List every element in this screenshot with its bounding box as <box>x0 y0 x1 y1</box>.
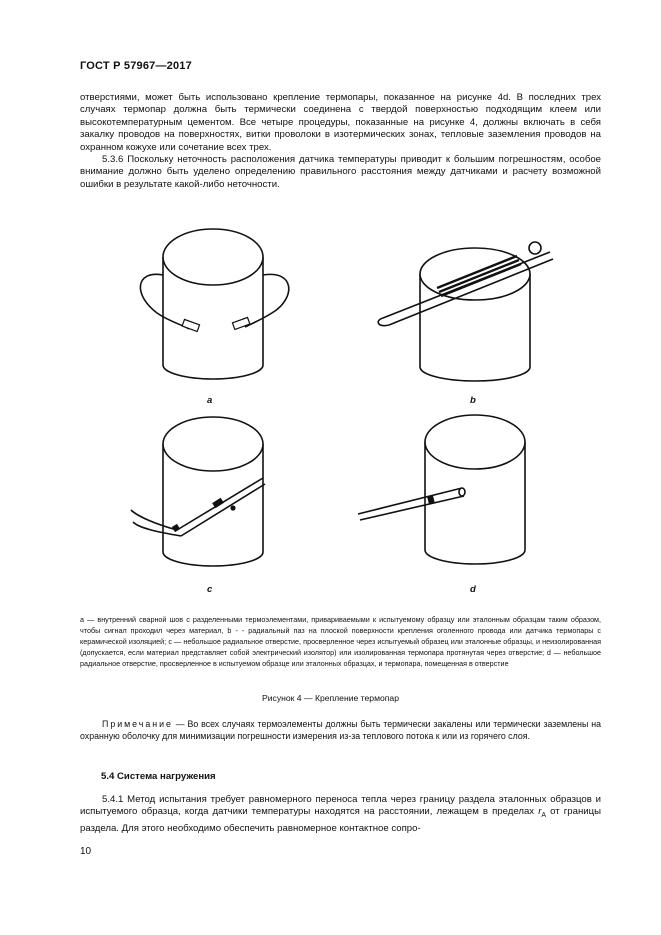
note-block <box>80 718 601 742</box>
figure-b-drawing <box>375 232 570 392</box>
note-text: — Во всех случаях термоэлементы должны быть термически закалены или термически заземлены на охранную оболочку для минимизации погрешности измерения из-за теплового потока к или из горячего слоя. <box>80 719 601 741</box>
section-paragraph <box>80 794 601 835</box>
page-number: 10 <box>80 846 92 857</box>
figure-label-c: c <box>207 584 213 595</box>
radius-subscript: A <box>541 812 547 820</box>
figure-label-a: a <box>207 395 213 406</box>
figure-label-d: d <box>470 584 476 595</box>
figure-d-drawing <box>350 412 550 580</box>
paragraph-continued: отверстиями, может быть использовано крепление термопары, показанное на рисунке 4d. В последних трех случаях термопар должна быть термически соединена с твердой поверхностью подходящим клеем или высокотемпературным цементом. Все четыре процедуры, показанные на рисунке 4, должны включать в себя закалку проводов на поверхностях, витки проволоки в изотермических зонах, тепловые заземления проводов на охранном кожухе или сочетание всех трех. <box>80 92 601 153</box>
top-text-block <box>80 92 601 191</box>
section-text-start: 5.4.1 Метод испытания требует равномерного переноса тепла через границу раздела эталонных образцов и испытуемого образца, когда датчики температуры находятся на расстоянии, лежащем в пределах <box>80 794 601 818</box>
radius-symbol: r <box>538 806 542 818</box>
document-header: ГОСТ Р 57967—2017 <box>80 60 192 72</box>
paragraph-5-3-6: 5.3.6 Поскольку неточность расположения датчика температуры приводит к большим погрешностям, особое внимание должно быть уделено определению правильного расстояния между датчиками и расчету возможной ошибки в результате какой-либо неточности. <box>80 154 601 190</box>
section-text-end: от границы раздела. Для этого необходимо обеспечить равномерное контактное сопро- <box>80 806 601 834</box>
figure-a-drawing <box>135 225 310 385</box>
figure-label-b: b <box>470 395 476 406</box>
figure-title: Рисунок 4 — Крепление термопар <box>262 693 399 703</box>
section-title: 5.4 Система нагружения <box>101 771 216 782</box>
note-label: Примечание <box>102 719 173 729</box>
figure-caption-detail: a — внутренний сварной шов с разделенными термоэлементами, привариваемыми к испытуемому образцу или эталонным образцам таким образом, чтобы сигнал проходил через материал, b - - радиальный паз на плоской поверхности крепления оголенного провода или датчика термопары с керамической изоляцией; c — небольшое радиальное отверстие, просверленное через испытуемый образец или эталонные образцы, и неизолированная (допускается, если материал представляет собой электрический изолятор) или изолированная термопара протянутая через отверстие; d — небольшое радиальное отверстие, просверленное в испытуемом образце или эталонных образцах, и термопара, помещенная в отверстие <box>80 615 601 668</box>
figure-c-drawing <box>125 412 295 580</box>
